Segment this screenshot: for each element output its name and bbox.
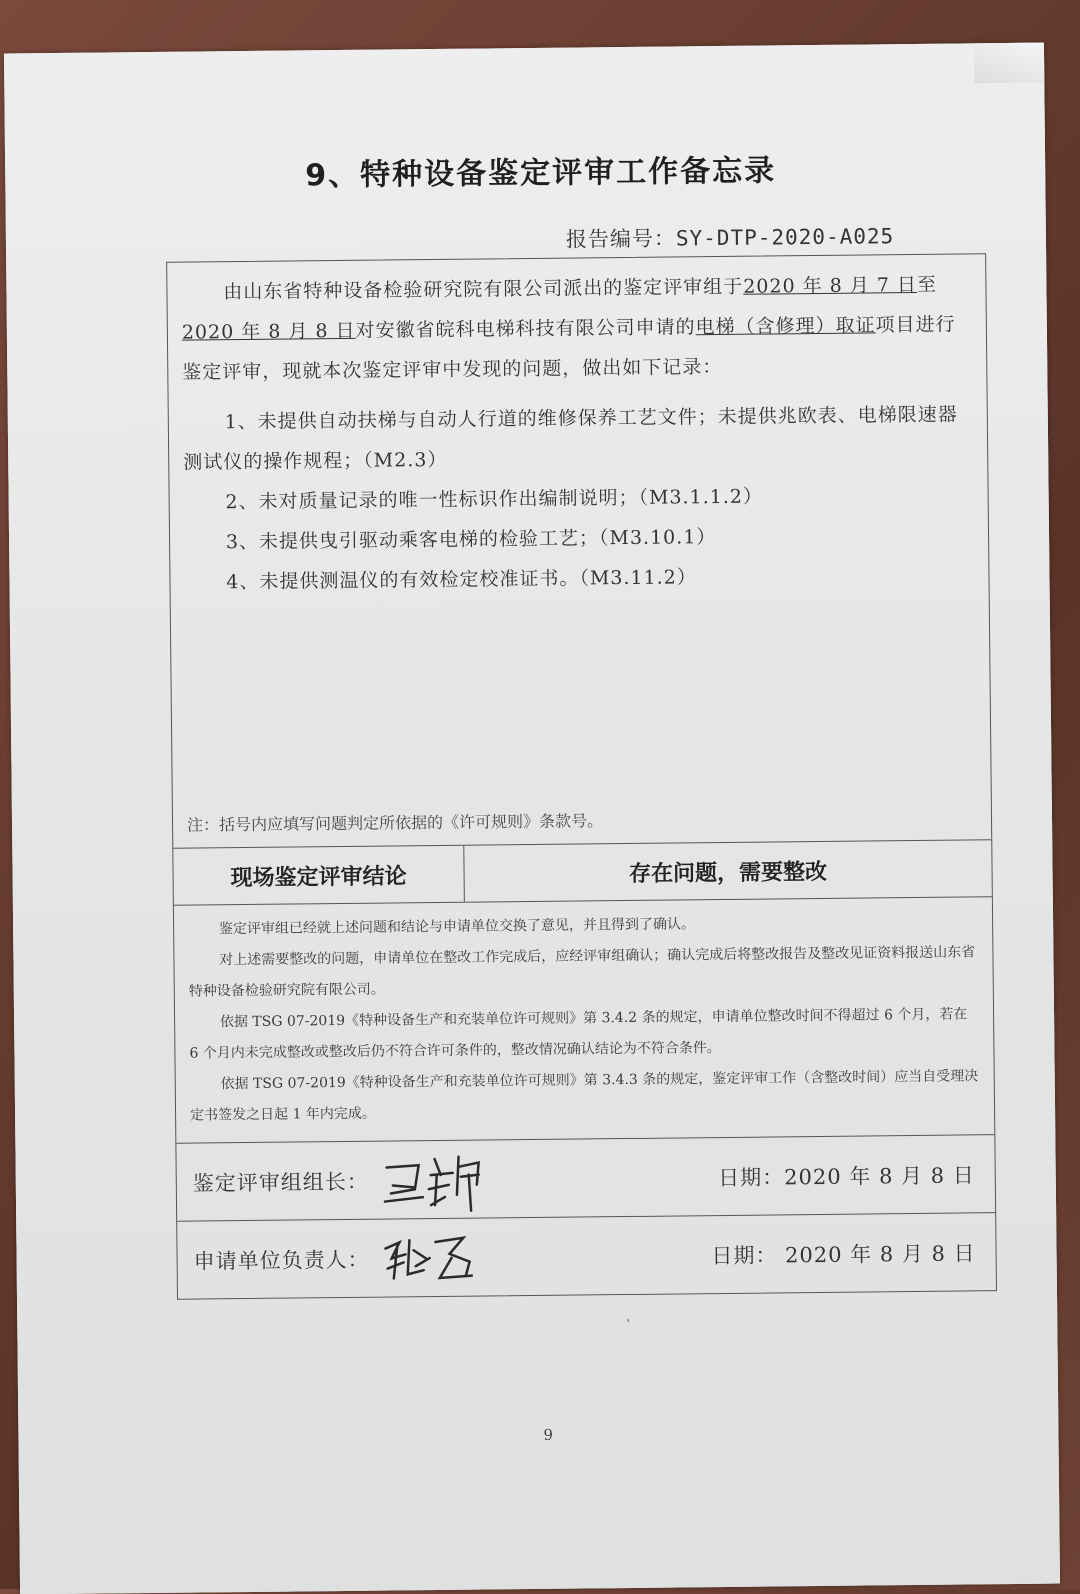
document-page <box>4 43 1060 1594</box>
conclusion-label: 现场鉴定评审结论 <box>173 846 465 905</box>
issue-item: 3、未提供曳引驱动乘客电梯的检验工艺；（M3.10.1） <box>225 526 717 554</box>
statement-paragraph: 依据 TSG 07-2019《特种设备生产和充装单位许可规则》第 3.4.2 条的规定，申请单位整改时间不得超过 6 个月，若在 6 个月内未完成整改或整改后仍不符合许可条件的，整改情况确认结论为不符合条件。 <box>189 1006 968 1062</box>
leader-signature-row <box>176 1134 995 1222</box>
intro-text-3: 对安徽省皖科电梯科技有限公司申请的 <box>355 316 696 342</box>
paper-mark <box>627 1319 629 1322</box>
statement-paragraph: 对上述需要整改的问题，申请单位在整改工作完成后，应经评审组确认；确认完成后将整改报告及整改见证资料报送山东省特种设备检验研究院有限公司。 <box>188 944 976 1000</box>
applicant-label: 申请单位负责人： <box>193 1247 370 1274</box>
leader-signature-image <box>378 1144 489 1215</box>
page-number: 9 <box>543 1425 554 1444</box>
issue-item: 4、未提供测温仪的有效检定校准证书。（M3.11.2） <box>226 566 697 594</box>
issue-item: 1、未提供自动扶梯与自动人行道的维修保养工艺文件；未提供兆欧表、电梯限速器测试仪的操作规程；（M2.3） <box>183 403 958 474</box>
project-name: 电梯（含修理）取证 <box>695 314 876 339</box>
applicant-date: 日期： 2020 年 8 月 8 日 <box>711 1241 976 1269</box>
statement-paragraph: 依据 TSG 07-2019《特种设备生产和充装单位许可规则》第 3.4.3 条的规定，鉴定评审工作（含整改时间）应当自受理决定书签发之日起 1 年内完成。 <box>190 1068 979 1124</box>
intro-text-2: 至 <box>916 273 938 296</box>
intro-text-1: 由山东省特种设备检验研究院有限公司派出的鉴定评审组于 <box>223 275 744 304</box>
date-to: 2020 年 8 月 8 日 <box>181 319 356 344</box>
statement-paragraphs <box>188 906 980 1131</box>
leader-label: 鉴定评审组组长： <box>192 1169 369 1196</box>
leader-date: 日期：2020 年 8 月 8 日 <box>718 1163 975 1191</box>
footnote: 注：括号内应填写问题判定所依据的《许可规则》条款号。 <box>186 811 604 835</box>
document-title: 9、特种设备鉴定评审工作备忘录 <box>305 153 777 194</box>
statement-paragraph: 鉴定评审组已经就上述问题和结论与申请单位交换了意见，并且得到了确认。 <box>218 916 695 938</box>
intro-text-4: 项目进行鉴定评审，现就本次鉴定评审中发现的问题，做出如下记录： <box>182 313 956 384</box>
issue-item: 2、未对质量记录的唯一性标识作出编制说明；（M3.1.1.2） <box>225 485 764 514</box>
conclusion-value: 存在问题，需要整改 <box>628 859 828 887</box>
memo-table <box>166 253 997 1300</box>
paper-corner <box>974 43 1044 84</box>
conclusion-row <box>173 839 992 906</box>
intro-paragraph <box>181 264 972 392</box>
issue-list <box>183 394 975 602</box>
report-number: 报告编号：SY-DTP-2020-A025 <box>565 224 895 252</box>
date-from: 2020 年 8 月 7 日 <box>743 273 918 298</box>
applicant-signature-image <box>379 1228 480 1289</box>
applicant-signature-row <box>177 1212 996 1300</box>
